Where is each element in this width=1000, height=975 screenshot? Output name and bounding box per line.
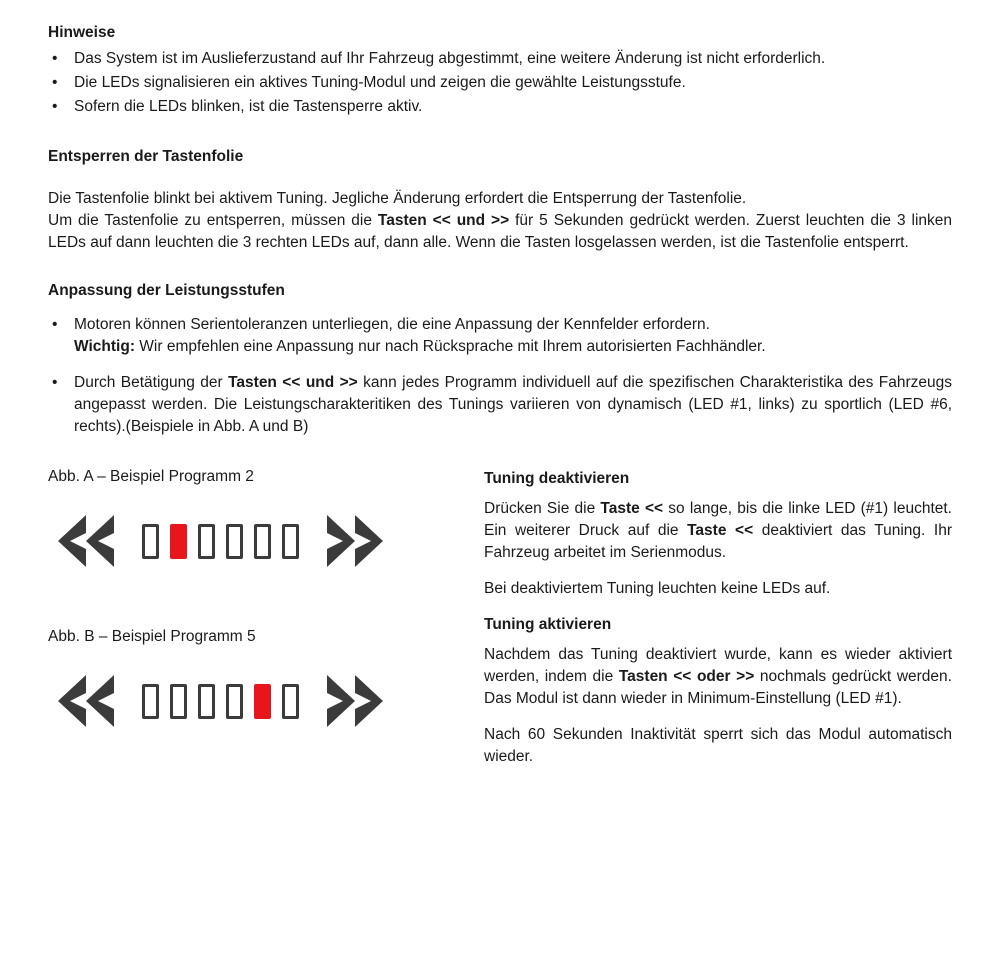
list-item <box>48 48 952 70</box>
deactivate-paragraph-2: Bei deaktiviertem Tuning leuchten keine LEDs auf. <box>484 580 831 597</box>
deactivate-key-1: Taste << <box>600 500 664 517</box>
activate-paragraph-2: Nach 60 Sekunden Inaktivität sperrt sich das Modul automatisch wieder. <box>484 726 952 765</box>
notes-item-text: Sofern die LEDs blinken, ist die Tastensperre aktiv. <box>74 98 423 115</box>
adjust-list <box>48 314 952 438</box>
deactivate-p1-part-b: so lange, bis die linke LED (#1) leuchtet. Ein weiterer Druck auf die <box>484 500 952 539</box>
bullet-glyph: • <box>52 74 58 91</box>
list-item <box>48 372 952 438</box>
chevron-left-icon[interactable] <box>58 673 116 729</box>
adjust-item1-important: Wichtig: <box>74 338 135 355</box>
activate-keys: Tasten << oder >> <box>618 668 755 685</box>
notes-list <box>48 48 952 118</box>
chevron-right-icon[interactable] <box>325 673 383 729</box>
led-4 <box>226 684 243 719</box>
led-6 <box>282 684 299 719</box>
led-6 <box>282 524 299 559</box>
list-item <box>48 72 952 94</box>
chevron-right-icon[interactable] <box>325 513 383 569</box>
led-2 <box>170 684 187 719</box>
figure-b-leds <box>142 684 299 719</box>
figures-column <box>48 466 478 744</box>
adjust-item1-line2: Wir empfehlen eine Anpassung nur nach Rücksprache mit Ihrem autorisierten Fachhändler. <box>135 338 766 355</box>
deactivate-p1-part-a: Drücken Sie die <box>484 500 601 517</box>
figure-a-panel <box>48 498 478 584</box>
led-3 <box>198 524 215 559</box>
deactivate-heading: Tuning deaktivieren <box>484 470 630 487</box>
adjust-item2-keys: Tasten << und >> <box>228 374 358 391</box>
bullet-glyph: • <box>52 316 58 333</box>
notes-item-text: Das System ist im Auslieferzustand auf Ihr Fahrzeug abgestimmt, eine weitere Änderung ist nicht erforderlich. <box>74 50 826 67</box>
led-5 <box>254 684 271 719</box>
unlock-paragraph-2 <box>48 210 952 254</box>
activate-heading: Tuning aktivieren <box>484 616 612 633</box>
led-1 <box>142 684 159 719</box>
led-4 <box>226 524 243 559</box>
deactivate-key-2: Taste << <box>687 522 754 539</box>
led-3 <box>198 684 215 719</box>
bullet-glyph: • <box>52 374 58 391</box>
deactivate-paragraph-1 <box>484 498 952 564</box>
led-2 <box>170 524 187 559</box>
activate-p1-part-b: nochmals gedrückt werden. Das Modul ist dann wieder in Minimum-Einstellung (LED #1). <box>484 668 952 707</box>
activate-paragraph-1 <box>484 644 952 710</box>
unlock-p2-part-b: für 5 Sekunden gedrückt werden. Zuerst leuchten die 3 linken LEDs auf dann leuchten die 3 rechten LEDs auf, dann alle. Wenn die Tasten losgelassen werden, ist die Tastenfolie entsperrt. <box>48 212 952 251</box>
adjust-heading: Anpassung der Leistungsstufen <box>48 282 285 299</box>
led-1 <box>142 524 159 559</box>
bullet-glyph: • <box>52 50 58 67</box>
deactivate-p1-part-c: deaktiviert das Tuning. Ihr Fahrzeug arbeitet im Serienmodus. <box>484 522 952 561</box>
figure-a-caption: Abb. A – Beispiel Programm 2 <box>48 468 254 485</box>
unlock-p2-keys: Tasten << und >> <box>377 212 510 229</box>
list-item <box>48 96 952 118</box>
chevron-left-icon[interactable] <box>58 513 116 569</box>
figures-and-instructions <box>48 466 952 782</box>
instructions-column <box>478 466 952 782</box>
figure-a-leds <box>142 524 299 559</box>
figure-b-caption: Abb. B – Beispiel Programm 5 <box>48 628 256 645</box>
activate-p1-part-a: Nachdem das Tuning deaktiviert wurde, kann es wieder aktiviert werden, indem die <box>484 646 952 685</box>
notes-heading: Hinweise <box>48 24 116 41</box>
figure-b-panel <box>48 658 478 744</box>
unlock-heading: Entsperren der Tastenfolie <box>48 148 244 165</box>
notes-item-text: Die LEDs signalisieren ein aktives Tuning-Modul und zeigen die gewählte Leistungsstufe. <box>74 74 686 91</box>
adjust-item1-line1: Motoren können Serientoleranzen unterliegen, die eine Anpassung der Kennfelder erfordern. <box>74 316 710 333</box>
adjust-item2-part-a: Durch Betätigung der <box>74 374 229 391</box>
list-item <box>48 314 952 358</box>
unlock-p2-part-a: Um die Tastenfolie zu entsperren, müssen die <box>48 212 378 229</box>
adjust-item2-part-b: kann jedes Programm individuell auf die spezifischen Charakteristika des Fahrzeugs angepasst werden. Die Leistungscharakteritiken des Tunings variieren von dynamisch (LED #1, links) zu sportlich (LED #6, rechts).(Beispiele in Abb. A und B) <box>74 374 952 435</box>
bullet-glyph: • <box>52 98 58 115</box>
unlock-paragraph-1: Die Tastenfolie blinkt bei aktivem Tuning. Jegliche Änderung erfordert die Entsperrung der Tastenfolie. <box>48 190 747 207</box>
led-5 <box>254 524 271 559</box>
